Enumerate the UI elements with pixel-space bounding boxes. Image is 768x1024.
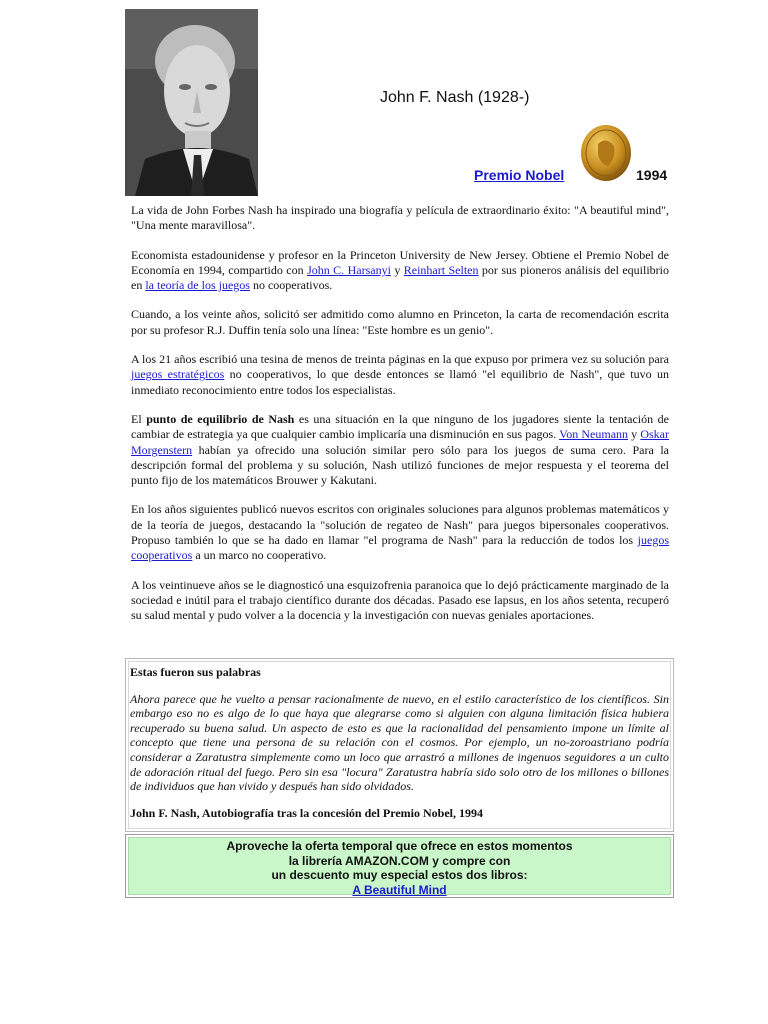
paragraph-economist: Economista estadounidense y profesor en la Princeton University de New Jersey. Obtiene el Premio Nobel de Economía en 1994, compartido con John C. Harsanyi y Reinhart Selten por sus pioneros análisis del equilibrio en la teoría de los juegos no cooperativos. (131, 247, 669, 293)
amazon-offer-box (125, 834, 674, 898)
selten-link[interactable]: Reinhart Selten (403, 262, 479, 277)
cooperative-games-link[interactable]: juegos cooperativos (131, 533, 669, 563)
amazon-offer-line-1: Aproveche la oferta temporal que ofrece en estos momentos (226, 839, 573, 853)
morgenstern-link[interactable]: Oskar Morgenstern (131, 427, 669, 457)
paragraph-later-works: En los años siguientes publicó nuevos escritos con originales soluciones para algunos problemas matemáticos y de la teoría de juegos, destacando la "solución de regateo de Nash" para juegos bipersonales cooperativos. Propuso también lo que se ha dado en llamar "el programa de Nash" para la reducción de todos los juegos cooperativos a un marco no cooperativo. (131, 502, 669, 563)
beautiful-mind-link[interactable]: A Beautiful Mind (352, 882, 447, 897)
strategic-games-link[interactable]: juegos estratégicos (131, 367, 225, 382)
game-theory-link[interactable]: la teoría de los juegos (145, 278, 250, 293)
paragraph-princeton: Cuando, a los veinte años, solicitó ser admitido como alumno en Princeton, la carta de recomendación escrita por su profesor R.J. Duffin tenía solo una línea: "Este hombre es un genio". (131, 307, 669, 337)
quote-text: Ahora parece que he vuelto a pensar racionalmente de nuevo, en el estilo característico de los científicos. Sin embargo eso no es algo de lo que haya que alegrarse como si alguien con alguna limitación física hubiera recuperado su buena salud. Un aspecto de esto es que la racionalidad del pensamiento impone un límite al concepto que tiene una persona de su relación con el cosmos. Por ejemplo, un no-zoroastriano podría considerar a Zaratustra simplemente como un loco que arrastró a millones de ingenuos seguidores a un culto de adoración ritual del fuego. Pero sin esa "locura" Zaratustra habría sido solo otro de los millones o billones de individuos que han vivido y después han sido olvidados. (130, 691, 669, 794)
nobel-year: 1994 (636, 167, 668, 183)
amazon-offer-line-2: la librería AMAZON.COM y compre con (288, 853, 511, 868)
paragraph-thesis: A los 21 años escribió una tesina de menos de treinta páginas en la que expuso por primera vez su solución para juegos estratégicos no cooperativos, lo que desde entonces se llamó "el equilibrio de Nash", que tuvo un inmediato reconocimiento entre todos los especialistas. (131, 352, 669, 397)
biography-text (131, 203, 669, 638)
amazon-offer-line-3: un descuento muy especial estos dos libros: (271, 868, 528, 882)
paragraph-illness: A los veintinueve años se le diagnosticó una esquizofrenia paranoica que lo dejó prácticamente marginado de la sociedad e inútil para el trabajo científico durante dos décadas. Pasado ese lapsus, en los años setenta, recuperó su salud mental y pudo volver a la docencia y la investigación con nuevas geniales aportaciones. (131, 577, 669, 623)
portrait-photo (125, 9, 258, 196)
von-neumann-link[interactable]: Von Neumann (559, 427, 629, 442)
nobel-medal-icon (580, 124, 632, 182)
quote-source: John F. Nash, Autobiografía tras la concesión del Premio Nobel, 1994 (130, 805, 484, 820)
quote-heading: Estas fueron sus palabras (130, 665, 261, 679)
quote-box (125, 658, 674, 832)
page-title: John F. Nash (1928-) (380, 89, 530, 106)
paragraph-intro: La vida de John Forbes Nash ha inspirado una biografía y película de extraordinario éxito: "A beautiful mind", "Una mente maravillosa". (131, 203, 669, 233)
equilibrium-term: punto de equilibrio de Nash (146, 411, 295, 426)
paragraph-equilibrium: El punto de equilibrio de Nash es una situación en la que ninguno de los jugadores siente la tentación de cambiar de estrategia ya que cualquier cambio implicaría una disminución en sus pagos. Von Neumann y Oskar Morgenstern habían ya ofrecido una solución similar pero sólo para los juegos de suma cero. Para la descripción formal del problema y su solución, Nash utilizó funciones de mejor respuesta y el teorema del punto fijo de los matemáticos Brouwer y Kakutani. (131, 411, 669, 488)
harsanyi-link[interactable]: John C. Harsanyi (307, 262, 391, 277)
premio-nobel-link[interactable]: Premio Nobel (474, 167, 565, 183)
